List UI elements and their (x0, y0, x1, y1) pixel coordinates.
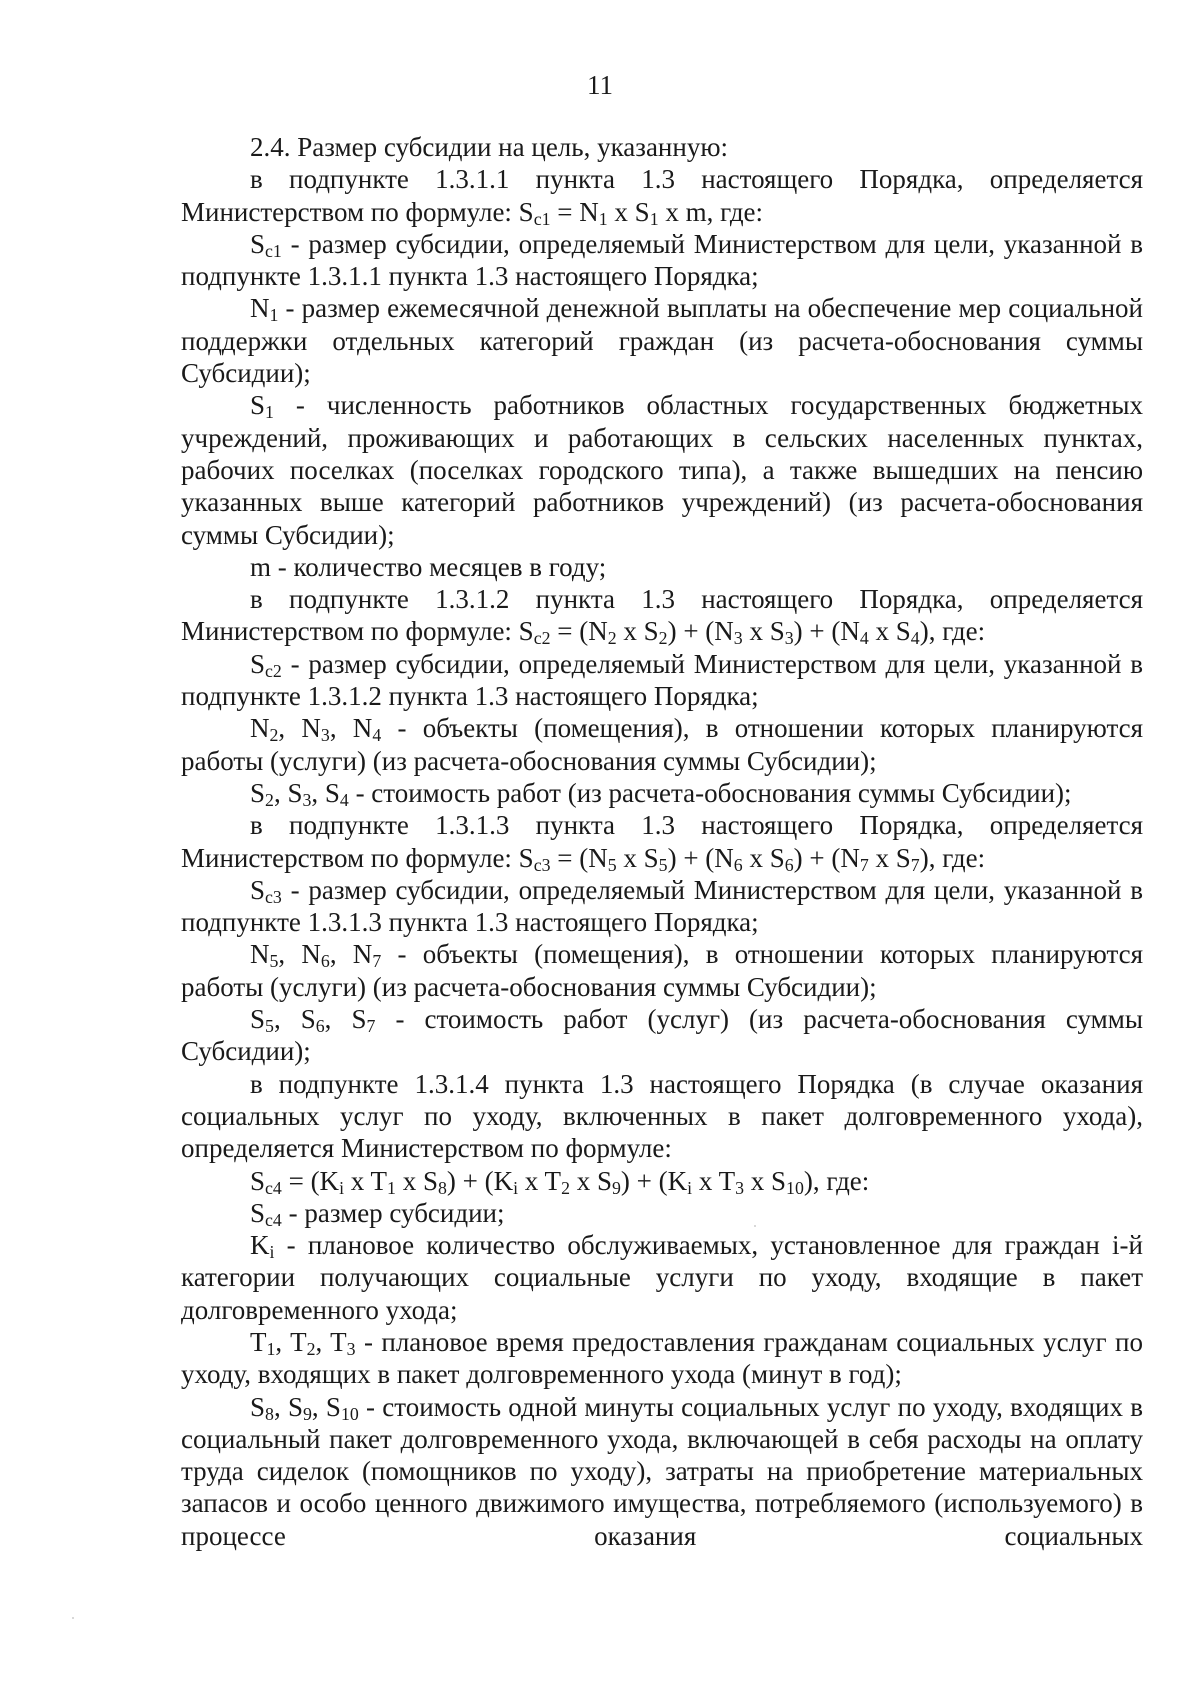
paragraph-formula-sc2: в подпункте 1.3.1.2 пункта 1.3 настоящего Порядка, определяется Министерством по формуле: $S_{c2} = (N_2$ x $S_2) + (N_3$ x $S_3) + (N_4$ x $S_4$), где: (181, 584, 1143, 649)
paragraph-def-s2-s4: $S_2$, $S_3$, $S_4$ - стоимость работ (из расчета-обоснования суммы Субсидии); (250, 777, 1072, 810)
paragraph-def-t1-t3: $T_1$, $T_2$, $T_3$ - плановое время предоставления гражданам социальных услуг по уходу, входящих в пакет долговременного ухода (минут в год); (181, 1326, 1143, 1390)
paragraph-def-n1: $N_1$ - размер ежемесячной денежной выплаты на обеспечение мер социальной поддержки отдельных категорий граждан (из расчета-обоснования суммы Субсидии); (181, 293, 1143, 389)
paragraph-def-s5-s7: $S_5$, $S_6$, $S_7$ - стоимость работ (услуг) (из расчета-обоснования суммы Субсидии); (181, 1004, 1143, 1067)
document-body (181, 131, 1143, 1552)
paragraph-formula-sc1: в подпункте 1.3.1.1 пункта 1.3 настоящего Порядка, определяется Министерством по формуле: $S_{c1} = N_1$ x $S_1$ x m, где: (181, 164, 1143, 229)
scan-artifact (754, 1225, 756, 1227)
paragraph-def-s8-s10: $S_8$, $S_9$, $S_{10}$ - стоимость одной минуты социальных услуг по уходу, входящих в социальный пакет долговременного ухода, включающей в себя расходы на оплату труда сиделок (помощников по уходу), затраты на приобретение материальных запасов и особо ценного движимого имущества, потребляемого (используемого) в процессе оказания социальных (181, 1391, 1143, 1551)
paragraph-def-sc3: $S_{c3}$ - размер субсидии, определяемый Министерством для цели, указанной в подпункте 1.3.1.3 пункта 1.3 настоящего Порядка; (181, 874, 1143, 938)
paragraph-formula-sc3: в подпункте 1.3.1.3 пункта 1.3 настоящего Порядка, определяется Министерством по формуле: $S_{c3} = (N_5$ x $S_5) + (N_6$ x $S_6) + (N_7$ x $S_7$), где: (181, 810, 1143, 875)
paragraph-def-sc2: $S_{c2}$ - размер субсидии, определяемый Министерством для цели, указанной в подпункте 1.3.1.2 пункта 1.3 настоящего Порядка; (181, 648, 1143, 712)
paragraph-def-n5-n7: $N_5$, $N_6$, $N_7$ - объекты (помещения), в отношении которых планируются работы (услуги) (из расчета-обоснования суммы Субсидии); (181, 939, 1143, 1002)
paragraph-2-4-heading: 2.4. Размер субсидии на цель, указанную: (250, 132, 728, 162)
paragraph-def-n2-n4: $N_2$, $N_3$, $N_4$ - объекты (помещения), в отношении которых планируются работы (услуги) (из расчета-обоснования суммы Субсидии); (181, 713, 1143, 776)
paragraph-def-sc1: $S_{c1}$ - размер субсидии, определяемый Министерством для цели, указанной в подпункте 1.3.1.1 пункта 1.3 настоящего Порядка; (181, 228, 1143, 292)
paragraph-def-s1: $S_1$ - численность работников областных государственных бюджетных учреждений, проживающих и работающих в сельских населенных пунктах, рабочих поселках (поселках городского типа), а также вышедших на пенсию указанных выше категорий работников учреждений) (из расчета-обоснования суммы Субсидии); (181, 390, 1143, 550)
page-number: 11 (587, 70, 613, 100)
paragraph-def-ki: $K_i$ - плановое количество обслуживаемых, установленное для граждан i-й категории получающих социальные услуги по уходу, входящие в пакет долговременного ухода; (181, 1230, 1143, 1325)
paragraph-formula-sc4: $S_{c4} = (K_i$ x $T_1$ x $S_8) + (K_i$ x $T_2$ x $S_9) + (K_i$ x $T_3$ x $S_{10}$), где: (250, 1165, 870, 1198)
paragraph-def-m: m - количество месяцев в году; (250, 551, 607, 582)
scan-artifact (72, 1617, 74, 1619)
paragraph-def-sc4: $S_{c4}$ - размер субсидии; (250, 1197, 505, 1230)
paragraph-intro-sc4: в подпункте 1.3.1.4 пункта 1.3 настоящего Порядка (в случае оказания социальных услуг по уходу, включенных в пакет долговременного ухода), определяется Министерством по формуле: (181, 1068, 1143, 1164)
